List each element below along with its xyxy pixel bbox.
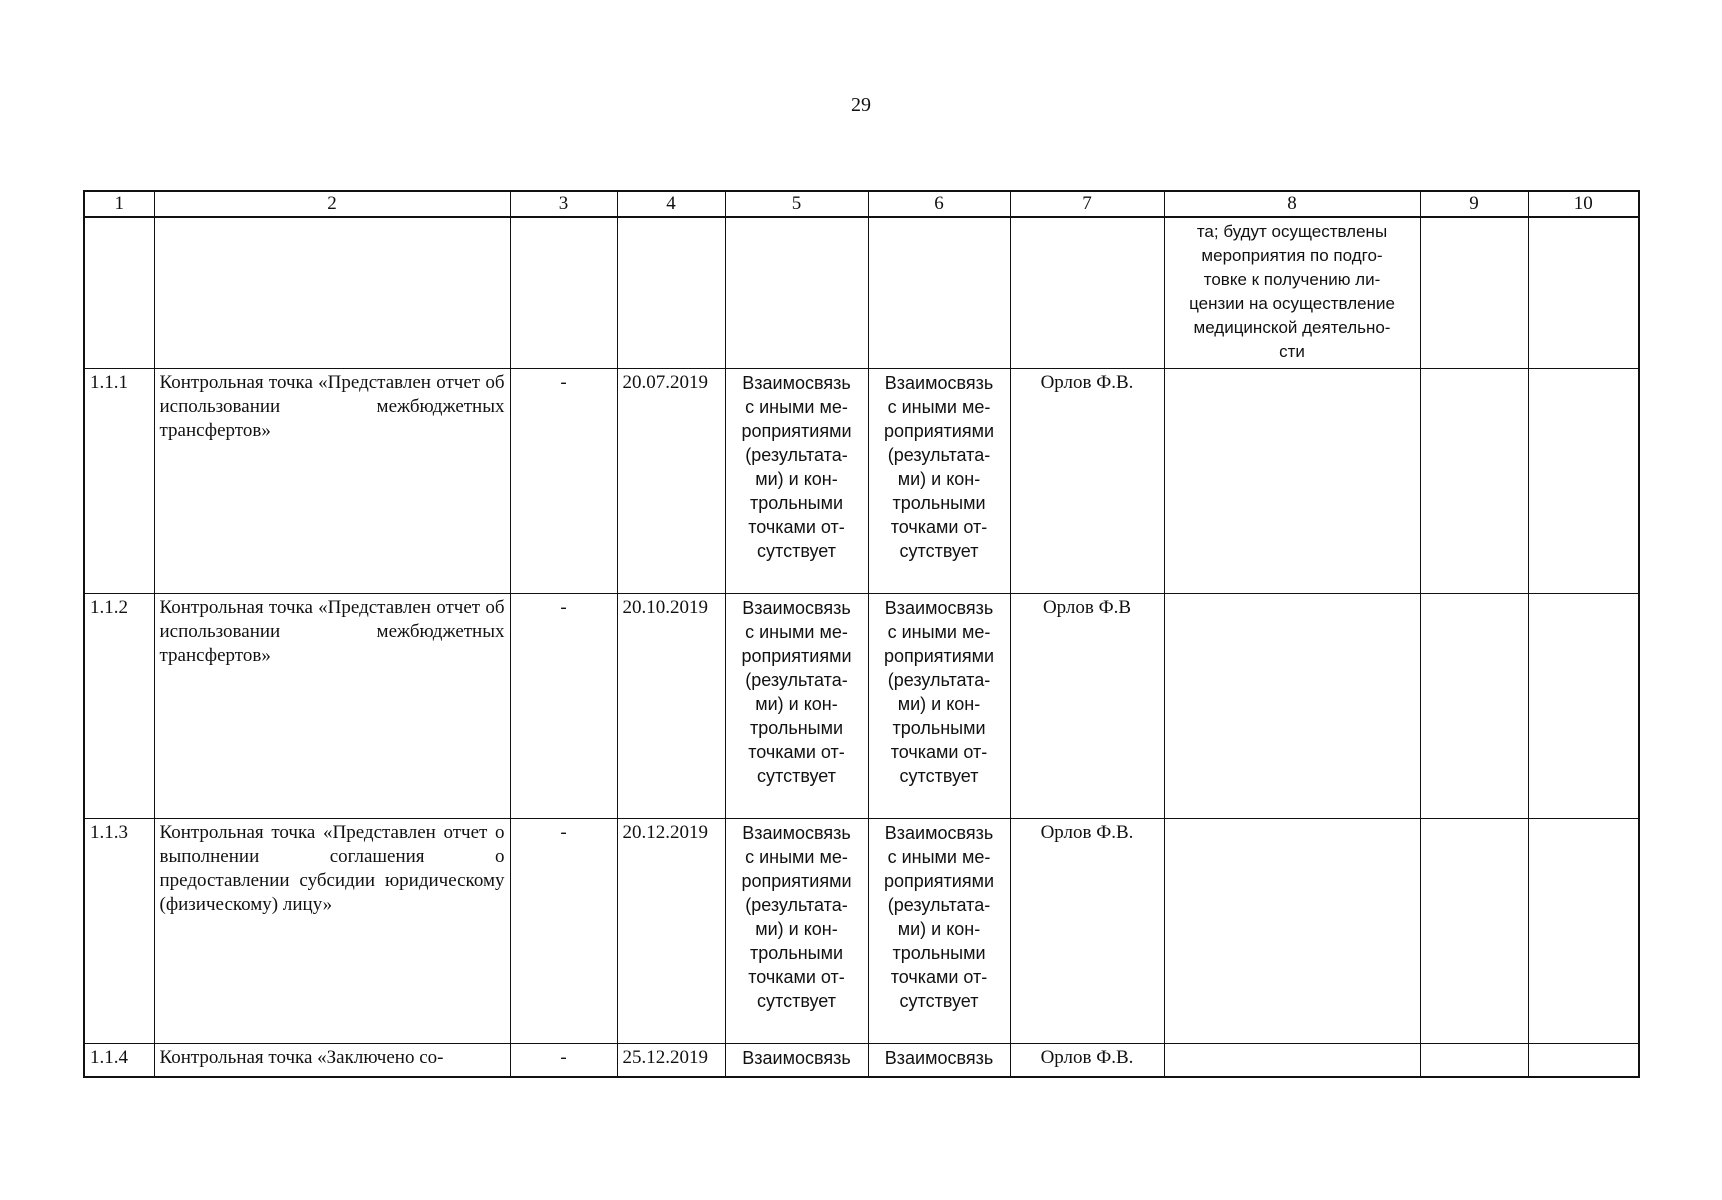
table-row xyxy=(84,594,1639,819)
col3-value: - xyxy=(510,1044,617,1078)
responsible-person: Орлов Ф.В. xyxy=(1010,369,1164,594)
empty-cell xyxy=(1420,819,1528,1044)
empty-cell xyxy=(725,217,868,369)
row-number: 1.1.3 xyxy=(84,819,154,1044)
empty-cell xyxy=(1010,217,1164,369)
relation-text: Взаимосвязь с иными ме- роприятиями (результата- ми) и кон- трольными точками от- сутствует xyxy=(868,819,1010,1044)
deadline-date: 20.07.2019 xyxy=(617,369,725,594)
deadline-date: 25.12.2019 xyxy=(617,1044,725,1078)
table-row xyxy=(84,369,1639,594)
checkpoint-name: Контрольная точка «Заключено со- xyxy=(154,1044,510,1078)
column-header: 10 xyxy=(1528,191,1639,217)
relation-text: Взаимосвязь с иными ме- роприятиями (результата- ми) и кон- трольными точками от- сутствует xyxy=(868,369,1010,594)
empty-cell xyxy=(1528,1044,1639,1078)
relation-text: Взаимосвязь с иными ме- роприятиями (результата- ми) и кон- трольными точками от- сутствует xyxy=(725,594,868,819)
empty-cell xyxy=(1164,594,1420,819)
empty-cell xyxy=(1420,369,1528,594)
empty-cell xyxy=(1528,594,1639,819)
empty-cell xyxy=(154,217,510,369)
empty-cell xyxy=(510,217,617,369)
continuation-row xyxy=(84,217,1639,369)
empty-cell xyxy=(868,217,1010,369)
empty-cell xyxy=(1420,594,1528,819)
table-row xyxy=(84,1044,1639,1078)
col3-value: - xyxy=(510,819,617,1044)
row-number: 1.1.1 xyxy=(84,369,154,594)
empty-cell xyxy=(84,217,154,369)
empty-cell xyxy=(1164,1044,1420,1078)
plan-table xyxy=(83,190,1640,1078)
deadline-date: 20.10.2019 xyxy=(617,594,725,819)
responsible-person: Орлов Ф.В. xyxy=(1010,819,1164,1044)
relation-text: Взаимосвязь с иными ме- роприятиями (результата- ми) и кон- трольными точками от- сутствует xyxy=(725,819,868,1044)
column-header: 5 xyxy=(725,191,868,217)
row-number: 1.1.4 xyxy=(84,1044,154,1078)
empty-cell xyxy=(1528,819,1639,1044)
page-number: 29 xyxy=(851,94,871,116)
col3-value: - xyxy=(510,594,617,819)
relation-text: Взаимосвязь с иными ме- роприятиями (результата- ми) и кон- трольными точками от- сутствует xyxy=(868,594,1010,819)
column-header: 1 xyxy=(84,191,154,217)
empty-cell xyxy=(617,217,725,369)
checkpoint-name: Контрольная точка «Представлен отчет об использовании межбюджетных трансфертов» xyxy=(154,369,510,594)
responsible-person: Орлов Ф.В. xyxy=(1010,1044,1164,1078)
row-number: 1.1.2 xyxy=(84,594,154,819)
column-header: 6 xyxy=(868,191,1010,217)
column-header: 9 xyxy=(1420,191,1528,217)
column-header: 2 xyxy=(154,191,510,217)
empty-cell xyxy=(1164,369,1420,594)
empty-cell xyxy=(1528,369,1639,594)
responsible-person: Орлов Ф.В xyxy=(1010,594,1164,819)
deadline-date: 20.12.2019 xyxy=(617,819,725,1044)
empty-cell xyxy=(1164,819,1420,1044)
column-header: 4 xyxy=(617,191,725,217)
relation-text: Взаимосвязь xyxy=(868,1044,1010,1078)
column-header: 7 xyxy=(1010,191,1164,217)
empty-cell xyxy=(1420,217,1528,369)
col3-value: - xyxy=(510,369,617,594)
column-header: 3 xyxy=(510,191,617,217)
empty-cell xyxy=(1420,1044,1528,1078)
continuation-note: та; будут осуществлены мероприятия по подго- товке к получению ли- цензии на осуществление медицинской деятельно- сти xyxy=(1164,217,1420,369)
column-number-row xyxy=(84,191,1639,217)
checkpoint-name: Контрольная точка «Представлен отчет об использовании межбюджетных трансфертов» xyxy=(154,594,510,819)
empty-cell xyxy=(1528,217,1639,369)
checkpoint-name: Контрольная точка «Представлен отчет о выполнении соглашения о предоставлении субсидии юридическому (физическому) лицу» xyxy=(154,819,510,1044)
relation-text: Взаимосвязь xyxy=(725,1044,868,1078)
relation-text: Взаимосвязь с иными ме- роприятиями (результата- ми) и кон- трольными точками от- сутствует xyxy=(725,369,868,594)
table-row xyxy=(84,819,1639,1044)
column-header: 8 xyxy=(1164,191,1420,217)
